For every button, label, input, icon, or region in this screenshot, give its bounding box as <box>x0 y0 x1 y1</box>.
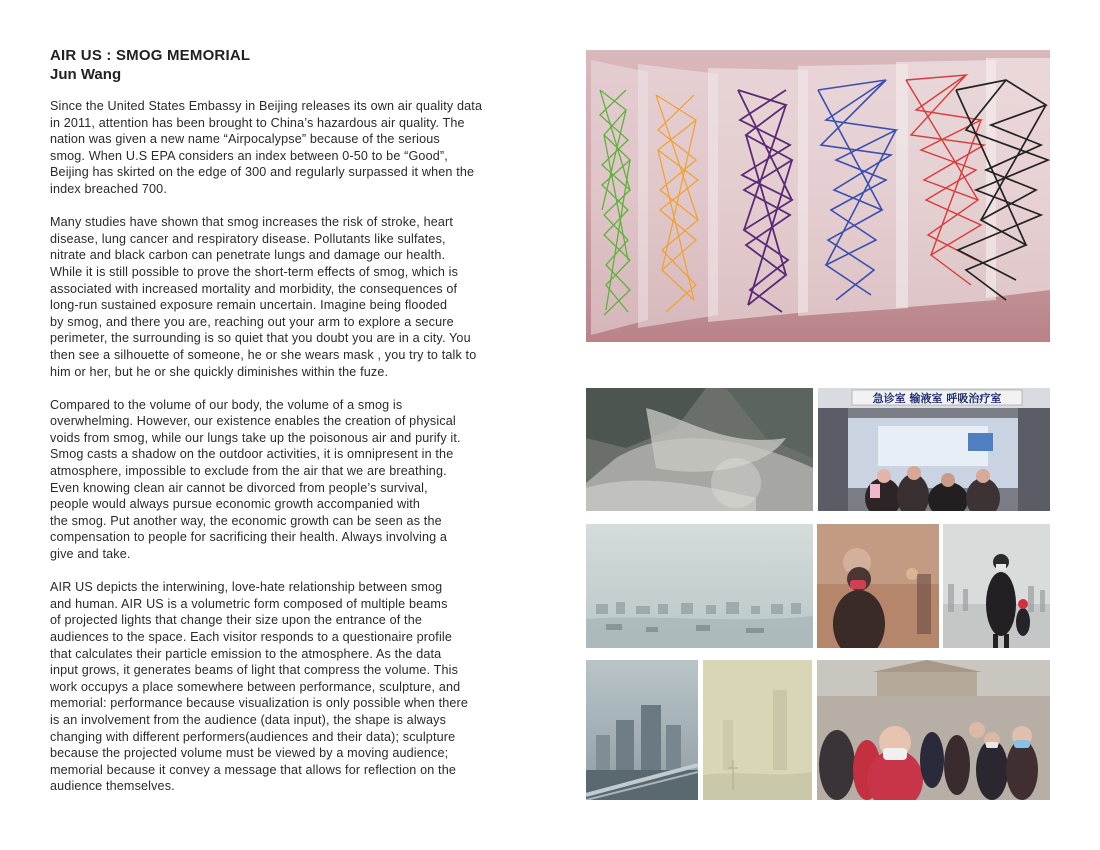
text-column <box>50 47 550 812</box>
children-masks-square-photo <box>817 660 1050 800</box>
paragraph-3: Compared to the volume of our body, the volume of a smog is overwhelming. However, our existence enables the creation of physical voids from smog, while our lungs take up the poisonous air and purify it. Smog casts a shadow on the outdoor activities, it is omnipresent in the atmosphere, impossible to exclude from the air that we are breathing. Even knowing clean air cannot be divorced from people’s survival, people would always pursue economic growth accompanied with the smog. Put another way, the economic growth can be seen as the compensation to people for sacrificing their health. Always involving a give and take. <box>50 397 461 562</box>
hospital-sign-text: 急诊室 输液室 呼吸治疗室 <box>872 392 1002 405</box>
masked-woman-child-photo <box>943 524 1050 648</box>
installation-photo <box>586 50 1050 342</box>
smoggy-city-aerial-photo <box>586 524 813 648</box>
document-author: Jun Wang <box>50 66 122 83</box>
satellite-smog-photo <box>586 388 813 511</box>
paragraph-4: AIR US depicts the interwining, love-hate relationship between smog and human. AIR US is a volumetric form composed of multiple beams of projected lights that change their size upon the entrance of the audiences to the space. Each visitor responds to a questionaire profile that calculates their particle emission to the atmosphere. As the data input grows, it generates beams of light that compress the volume. This work occupys a place somewhere between performance, sculpture, and memorial: performance because visualization is only possible when there is an involvement from the audience (data input), the shape is always changing with different performers(audiences and their data); sculpture because the projected volume must be viewed by a moving audience; memorial because it convey a message that allows for reflection on the audience themselves. <box>50 580 469 794</box>
hospital-photo <box>818 388 1050 511</box>
paragraph-1: Since the United States Embassy in Beijing releases its own air quality data in 2011, attention has been brought to China’s hazardous air quality. The nation was given a new name “Airpocalypse” because of the serious smog. When U.S EPA considers an index between 0-50 to be “Good”, Beijing has skirted on the edge of 300 and regularly surpassed it when the index breached 700. <box>50 99 483 196</box>
city-skyline-smog-photo <box>586 660 698 800</box>
document-title: AIR US : SMOG MEMORIAL <box>50 47 251 64</box>
paragraph-2: Many studies have shown that smog increases the risk of stroke, heart disease, lung cancer and respiratory disease. Pollutants like sulfates, nitrate and black carbon can penetrate lungs and damage our health. While it is still possible to prove the short-term effects of smog, which is associated with increased mortality and morbidity, the consequences of long-run sustained exposure remain uncertain. Imagine being flooded by smog, and there you are, reaching out your arm to explore a secure perimeter, the surrounding is so quiet that you doubt you are in a city. You then see a silhouette of someone, he or she wears mask , you try to talk to him or her, but he or she quickly diminishes within the fuze. <box>50 215 477 379</box>
dense-fog-photo <box>703 660 812 800</box>
masked-person-red-smog-photo <box>817 524 939 648</box>
